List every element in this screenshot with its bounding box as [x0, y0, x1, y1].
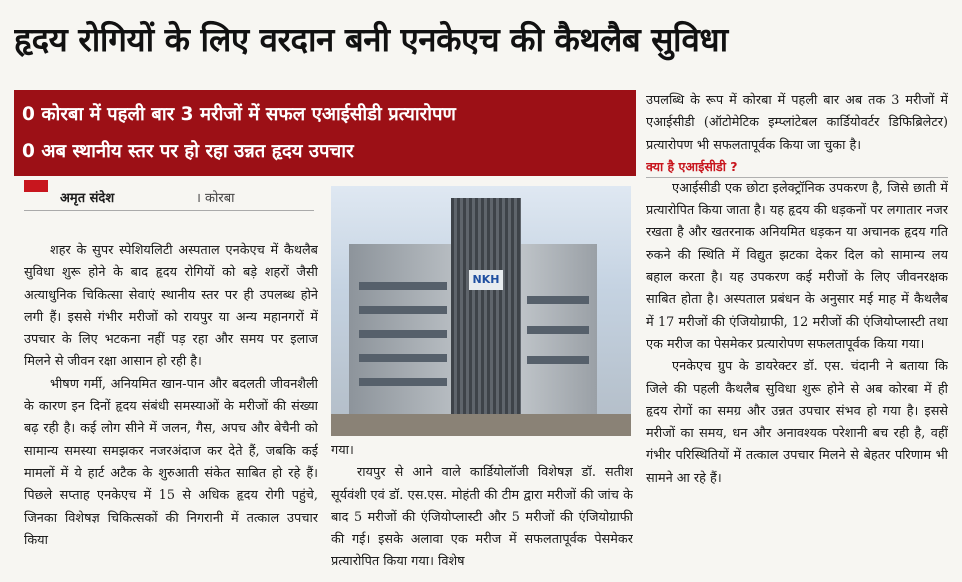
building-window — [359, 354, 447, 362]
paragraph: एआईसीडी एक छोटा इलेक्ट्रॉनिक उपकरण है, जिसे छाती में प्रत्यारोपित किया जाता है। यह हृदय की धड़कनों पर लगातार नजर रखता है और खतरनाक अनियमित धड़कन या अचानक हृदय गति रुकने की स्थिति में विद्युत झटका देकर दिल को सामान्य लय बहाल करता है। यह उपकरण कई मरीजों के लिए जीवनरक्षक साबित होता है। अस्पताल प्रबंधन के अनुसार मई माह में कैथलैब में 17 मरीजों की एंजियोग्राफी, 12 मरीजों की एंजियोप्लास्टी तथा एक मरीज का पेसमेकर प्रत्यारोपण सफलतापूर्वक किया गया। — [646, 180, 948, 352]
article-column-3 — [646, 90, 948, 574]
headline: हृदय रोगियों के लिए वरदान बनी एनकेएच की कैथलैब सुविधा — [14, 20, 728, 59]
banner-point-1: 0 कोरबा में पहली बार 3 मरीजों में सफल एआईसीडी प्रत्यारोपण — [22, 104, 456, 125]
paragraph: एनकेएच ग्रुप के डायरेक्टर डॉ. एस. चंदानी ने बताया कि जिले की पहली कैथलैब सुविधा शुरू होने से अब कोरबा में ही हृदय रोगों का समग्र और उन्नत उपचार संभव हो गया है। इससे मरीजों का समय, धन और अनावश्यक परेशानी बच रही है, वहीं गंभीर परिस्थितियों में तत्काल उपचार मिलने से बेहतर परिणाम भी सामने आ रहे हैं। — [646, 359, 948, 486]
paragraph: शहर के सुपर स्पेशियलिटी अस्पताल एनकेएच में कैथलैब सुविधा शुरू होने के बाद हृदय रोगियों को बड़े शहरों जैसी अत्याधुनिक चिकित्सा सेवाएं स्थानीय स्तर पर ही उपलब्ध होने लगी हैं। इससे गंभीर मरीजों को रायपुर या अन्य महानगरों में उपचार के लिए भटकना नहीं पड़ रहा और समय पर इलाज मिलने से जीवन रक्षा आसान हो रही है। — [24, 243, 318, 370]
byline-marker — [24, 180, 48, 192]
paragraph: उपलब्धि के रूप में कोरबा में पहली बार अब तक 3 मरीजों में एआईसीडी (ऑटोमेटिक इम्प्लांटेबल कार्डियोवर्टर डिफिब्रिलेटर) प्रत्यारोपण भी सफलतापूर्वक किया जा चुका है। — [646, 93, 948, 153]
byline-rule — [24, 210, 314, 211]
building-window — [527, 356, 589, 364]
paragraph: रायपुर से आने वाले कार्डियोलॉजी विशेषज्ञ डॉ. सतीश सूर्यवंशी एवं डॉ. एस.एस. मोहंती की टीम द्वारा मरीजों की जांच के बाद 5 मरीजों की एंजियोप्लास्टी और 5 मरीजों की एंजियोग्राफी की गई। इसके अलावा एक मरीज में सफलतापूर्वक पेसमेकर प्रत्यारोपित किया गया। विशेष — [331, 465, 633, 570]
hospital-logo-sign: NKH — [469, 270, 503, 290]
building-tower — [451, 198, 521, 418]
hospital-photo — [331, 186, 631, 436]
banner-point-2: 0 अब स्थानीय स्तर पर हो रहा उन्नत हृदय उपचार — [22, 141, 354, 162]
building-window — [527, 296, 589, 304]
article-column-2 — [331, 440, 633, 578]
building-window — [359, 378, 447, 386]
byline-city: । कोरबा — [196, 191, 235, 206]
paragraph: भीषण गर्मी, अनियमित खान-पान और बदलती जीवनशैली के कारण इन दिनों हृदय संबंधी समस्याओं के मरीजों की संख्या बढ़ रही है। कई लोग सीने में जलन, गैस, अपच और बेचैनी को सामान्य समस्या समझकर नजरअंदाज कर देते हैं, जबकि कई मामलों में ये हार्ट अटैक के शुरुआती संकेत साबित हो रहे हैं। पिछले सप्ताह एनकेएच में 15 से अधिक हृदय रोगी पहुंचे, जिनका विशेषज्ञ चिकित्सकों की निगरानी में तत्काल उपचार किया — [24, 376, 318, 548]
byline-agency: अमृत संदेश — [60, 191, 115, 206]
building-window — [359, 282, 447, 290]
subheading: क्या है एआईसीडी ? — [646, 157, 948, 178]
article-column-1 — [24, 240, 318, 576]
building-window — [359, 306, 447, 314]
highlight-banner — [14, 90, 636, 176]
paragraph: गया। — [331, 443, 354, 458]
building-ground — [331, 414, 631, 436]
byline — [24, 180, 314, 216]
building-window — [359, 330, 447, 338]
building-window — [527, 326, 589, 334]
